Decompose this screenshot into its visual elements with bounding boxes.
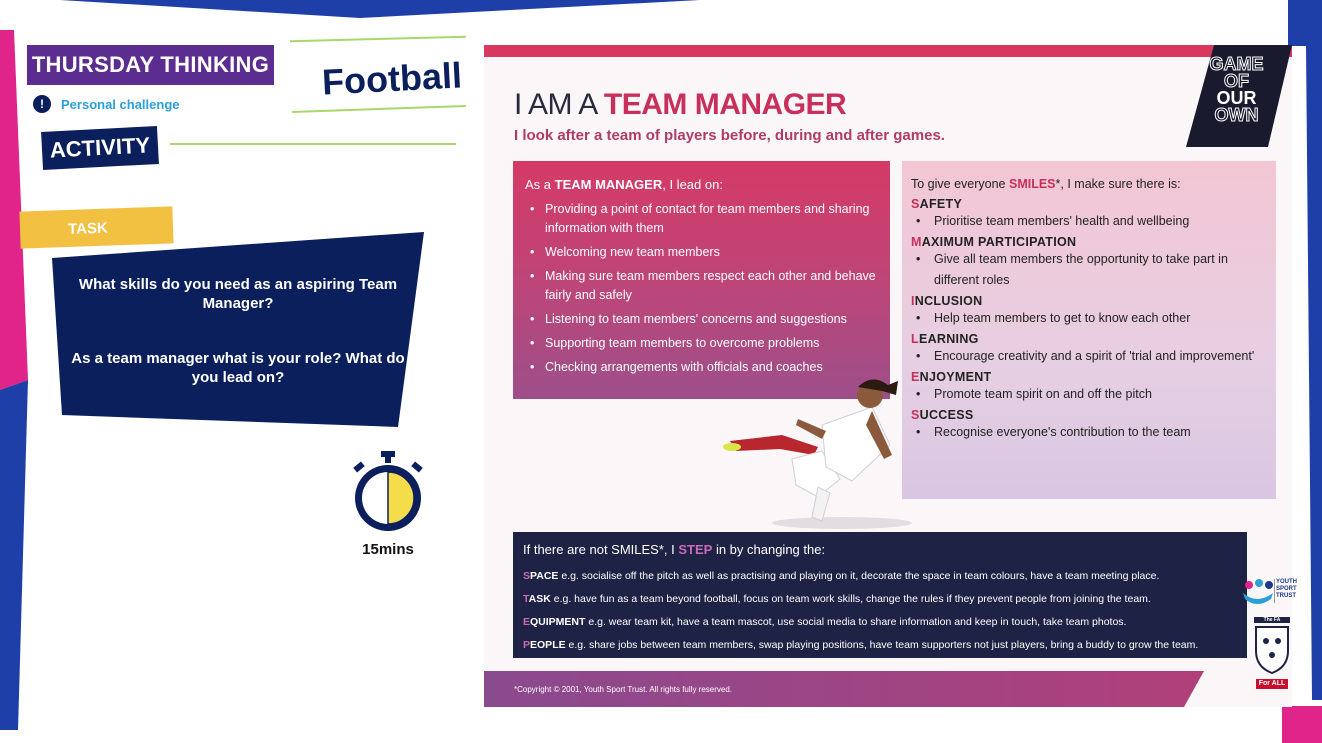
fa-label: The FA: [1263, 617, 1281, 623]
timer-label: 15mins: [362, 541, 414, 558]
smiles-item-safety: [911, 197, 1266, 232]
smiles-bullet: • Give all team members the opportunity to take part in different roles: [911, 249, 1266, 291]
step-word: PACE: [530, 570, 559, 582]
step-text: e.g. socialise off the pitch as well as practising and playing on it, decorate the space in team colours, have a team meeting place.: [558, 570, 1160, 582]
step-heading: [523, 542, 1237, 557]
list-item: • Providing a point of contact for team members and sharing information with them: [525, 200, 878, 238]
step-text: e.g. wear team kit, have a team mascot, use social media to share information and keep in touch, take team photos.: [585, 616, 1127, 628]
step-heading-prefix: If there are not SMILES*, I: [523, 542, 679, 557]
step-text: e.g. share jobs between team members, swap playing positions, have team supporters not just players, bring a buddy to grow the team.: [565, 639, 1199, 651]
smiles-cap: S: [911, 408, 920, 422]
smiles-cap: E: [911, 370, 920, 384]
lead-heading: [525, 177, 878, 192]
smiles-title-rest: NJOYMENT: [919, 370, 992, 384]
smiles-cap: M: [911, 235, 922, 249]
lead-heading-prefix: As a: [525, 177, 555, 192]
smiles-item-learning: [911, 332, 1266, 367]
activity-label: ACTIVITY: [41, 126, 159, 170]
poster-subtitle: I look after a team of players before, during and after games.: [514, 127, 945, 144]
yst-line: SPORT: [1276, 586, 1297, 592]
brand-line: OF: [1224, 71, 1249, 91]
step-text: e.g. have fun as a team beyond football, focus on team work skills, change the rules if they prevent people from joining the team.: [550, 593, 1151, 605]
smiles-heading-suffix: *, I make sure there is:: [1055, 177, 1181, 191]
task-label: TASK: [19, 206, 173, 248]
step-line-space: [523, 565, 1237, 588]
divider-line: [170, 143, 456, 145]
smiles-heading-accent: SMILES: [1008, 177, 1056, 191]
list-item: • Supporting team members to overcome problems: [525, 334, 878, 353]
personal-challenge-note: [33, 95, 180, 113]
smiles-bullet: • Promote team spirit on and off the pitch: [911, 384, 1266, 405]
step-word: QUIPMENT: [530, 616, 586, 628]
smiles-title-rest: AFETY: [919, 197, 963, 211]
smiles-box: [902, 161, 1276, 499]
lead-list: [525, 200, 878, 377]
smiles-bullet: • Help team members to get to know each other: [911, 308, 1266, 329]
list-item: • Checking arrangements with officials and coaches: [525, 358, 878, 377]
smiles-cap: S: [911, 197, 920, 211]
copyright-notice: *Copyright © 2001, Youth Sport Trust. All rights fully reserved.: [514, 685, 733, 694]
divider-line: [290, 36, 466, 43]
smiles-cap: I: [911, 294, 915, 308]
smiles-item-enjoyment: [911, 370, 1266, 405]
step-line-equipment: [523, 611, 1237, 634]
step-cap: S: [523, 570, 531, 582]
smiles-item-success: [911, 408, 1266, 443]
youth-sport-trust-text: [1276, 579, 1297, 600]
step-word: EOPLE: [530, 639, 566, 651]
brand-line: GAME: [1209, 54, 1264, 74]
smiles-bullet: • Recognise everyone's contribution to the team: [911, 422, 1266, 443]
brand-line: OWN: [1214, 105, 1259, 125]
slide-title: THURSDAY THINKING: [27, 45, 274, 85]
smiles-title-rest: AXIMUM PARTICIPATION: [921, 235, 1077, 249]
yst-line: TRUST: [1276, 593, 1296, 599]
step-word: ASK: [528, 593, 551, 605]
list-item: • Listening to team members' concerns and suggestions: [525, 310, 878, 329]
task-question-1: What skills do you need as an aspiring Team Manager?: [78, 276, 398, 312]
lead-heading-role: TEAM MANAGER: [554, 177, 663, 192]
step-heading-suffix: in by changing the:: [712, 542, 826, 557]
top-decorative-band: [0, 0, 1322, 18]
smiles-title-rest: EARNING: [918, 332, 979, 346]
step-cap: T: [523, 593, 529, 605]
game-of-our-own-text: [1199, 56, 1274, 124]
smiles-bullet: • Prioritise team members' health and wellbeing: [911, 211, 1266, 232]
subject-title: Football: [320, 54, 463, 103]
yst-line: YOUTH: [1276, 579, 1297, 585]
for-all-label: For ALL: [1258, 680, 1286, 687]
smiles-item-inclusion: [911, 294, 1266, 329]
poster-top-bar: [484, 45, 1292, 57]
smiles-heading: [911, 177, 1266, 191]
list-item: • Welcoming new team members: [525, 243, 878, 262]
stopwatch-icon: [350, 450, 426, 536]
task-question-2: As a team manager what is your role? What do you lead on?: [71, 350, 405, 386]
step-heading-accent: STEP: [678, 542, 713, 557]
smiles-cap: L: [911, 332, 919, 346]
poster-title-prefix: I AM A: [514, 88, 604, 121]
poster-title: [514, 88, 846, 122]
smiles-heading-prefix: To give everyone: [911, 177, 1009, 191]
task-questions: [64, 275, 412, 387]
smiles-bullet: • Encourage creativity and a spirit of 'trial and improvement': [911, 346, 1266, 367]
brand-line: OUR: [1216, 88, 1257, 108]
step-cap: E: [523, 616, 531, 628]
smiles-title-rest: UCCESS: [919, 408, 974, 422]
smiles-title-rest: NCLUSION: [914, 294, 983, 308]
alert-icon: !: [33, 95, 51, 113]
smiles-item-maximum-participation: [911, 235, 1266, 291]
step-line-task: [523, 588, 1237, 611]
step-cap: P: [523, 639, 531, 651]
step-box: [513, 532, 1247, 658]
divider-line: [292, 105, 466, 113]
team-manager-poster: [484, 45, 1297, 707]
lead-heading-suffix: , I lead on:: [662, 177, 723, 192]
poster-title-accent: TEAM MANAGER: [603, 88, 847, 121]
list-item: • Making sure team members respect each other and behave fairly and safely: [525, 267, 878, 305]
step-line-people: [523, 634, 1237, 657]
footballer-image: [722, 355, 952, 535]
left-decorative-edge: [0, 30, 28, 730]
personal-challenge-label: Personal challenge: [61, 96, 180, 112]
